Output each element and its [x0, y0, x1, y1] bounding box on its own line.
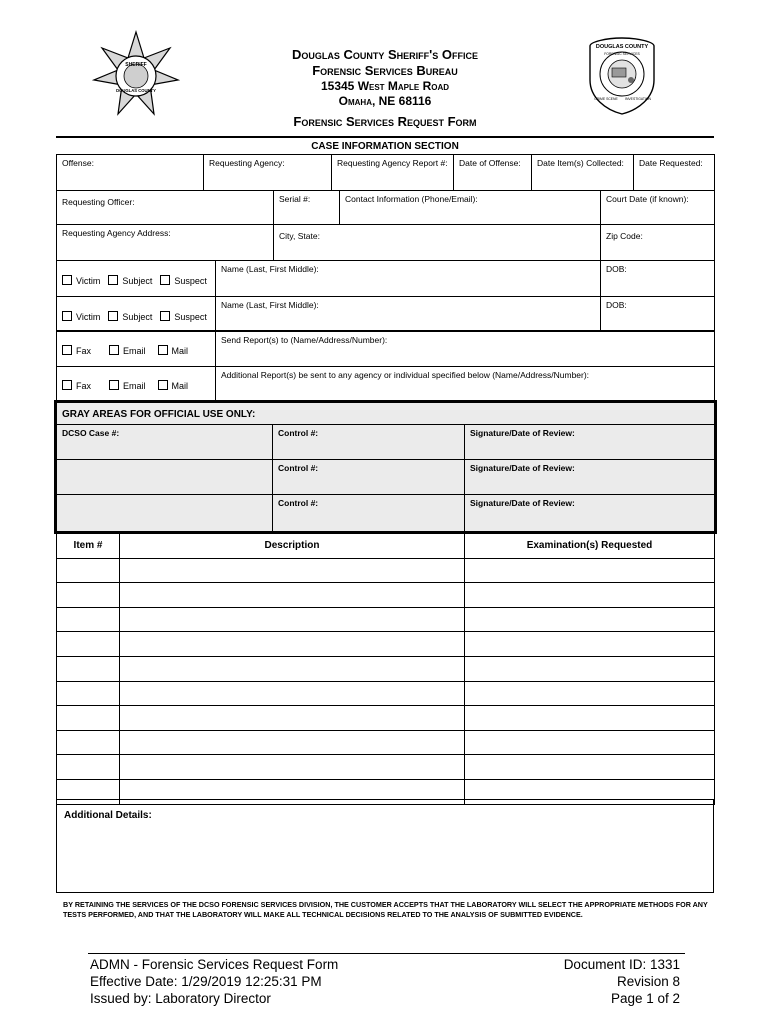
disclaimer-text: BY RETAINING THE SERVICES OF THE DCSO FORENSIC SERVICES DIVISION, THE CUSTOMER ACCEPTS THAT THE LABORATORY WILL SELECT THE APPROPRIATE METHODS FOR ANY TESTS PERFORMED, AND THAT THE LABORATORY WILL MAKE ALL TECHNICAL DECISIONS RELATED TO THE ANALYSIS OF SUBMITTED EVIDENCE. — [63, 900, 708, 919]
fax-option-1[interactable] — [62, 345, 91, 356]
evidence-header-row — [57, 534, 715, 559]
checkbox[interactable] — [62, 275, 72, 285]
person-dob-field-1[interactable] — [601, 261, 715, 297]
person-name-label: Name (Last, First Middle): — [221, 300, 319, 310]
checkbox[interactable] — [62, 311, 72, 321]
description-cell[interactable] — [120, 583, 465, 608]
suspect-label: Suspect — [174, 312, 207, 322]
footer-divider — [88, 953, 685, 954]
item-number-cell[interactable] — [57, 681, 120, 706]
victim-option-2[interactable] — [62, 311, 100, 322]
city-state-label: City, State: — [279, 231, 320, 241]
examination-cell[interactable] — [465, 706, 715, 731]
victim-label: Victim — [76, 276, 101, 286]
table-row — [57, 632, 715, 657]
official-use-title: GRAY AREAS FOR OFFICIAL USE ONLY: — [57, 403, 715, 425]
person-type-options-2 — [57, 297, 216, 331]
suspect-label: Suspect — [174, 276, 207, 286]
footer-right — [564, 956, 680, 1007]
person-dob-field-2[interactable] — [601, 297, 715, 331]
street-address: 15345 West Maple Road — [320, 79, 450, 93]
additional-details-label: Additional Details: — [64, 810, 152, 821]
signature-field-2[interactable] — [465, 460, 715, 495]
item-number-cell[interactable] — [57, 583, 120, 608]
dob-label: DOB: — [606, 264, 627, 274]
examination-cell[interactable] — [465, 730, 715, 755]
item-number-header: Item # — [57, 534, 120, 559]
signature-label: Signature/Date of Review: — [470, 498, 575, 508]
requesting-officer-label: Requesting Officer: — [62, 197, 135, 207]
official-use-section — [56, 402, 715, 532]
table-row — [57, 706, 715, 731]
dcso-case-blank-3[interactable] — [57, 495, 273, 532]
mail-option-1[interactable] — [158, 345, 189, 356]
checkbox[interactable] — [108, 311, 118, 321]
fax-label: Fax — [76, 346, 92, 356]
victim-option-1[interactable] — [62, 275, 100, 286]
badge-text-top: DOUGLAS COUNTY — [595, 44, 649, 50]
table-row — [57, 755, 715, 780]
footer-effective-date: Effective Date: 1/29/2019 12:25:31 PM — [90, 974, 322, 989]
person-block — [56, 260, 715, 331]
subject-option-1[interactable] — [108, 275, 152, 286]
date-of-offense-label: Date of Offense: — [459, 158, 521, 168]
control-label: Control #: — [278, 498, 319, 508]
dob-label: DOB: — [606, 300, 627, 310]
report-block — [56, 331, 715, 402]
form-title: Forensic Services Request Form — [293, 114, 477, 129]
subject-label: Subject — [122, 312, 153, 322]
examination-cell[interactable] — [465, 583, 715, 608]
fax-option-2[interactable] — [62, 380, 91, 391]
requesting-agency-label: Requesting Agency: — [209, 158, 285, 168]
report-method-options-2 — [57, 367, 216, 402]
offense-label: Offense: — [62, 158, 94, 168]
footer-form-name: ADMN - Forensic Services Request Form — [90, 957, 339, 972]
control-label: Control #: — [278, 428, 319, 438]
checkbox[interactable] — [62, 380, 72, 390]
table-row — [57, 607, 715, 632]
item-number-cell[interactable] — [57, 656, 120, 681]
case-row-1 — [56, 154, 715, 191]
checkbox[interactable] — [158, 380, 168, 390]
signature-label: Signature/Date of Review: — [470, 428, 575, 438]
bureau-name: Forensic Services Bureau — [312, 63, 458, 78]
zip-code-field[interactable] — [601, 225, 715, 261]
dcso-case-label: DCSO Case #: — [62, 428, 120, 438]
agency-report-field[interactable] — [332, 155, 454, 191]
agency-address-label: Requesting Agency Address: — [62, 228, 171, 238]
checkbox[interactable] — [160, 311, 170, 321]
agency-report-label: Requesting Agency Report #: — [337, 158, 448, 168]
person-name-field-1[interactable] — [216, 261, 601, 297]
footer-document-id: Document ID: 1331 — [563, 957, 680, 972]
checkbox[interactable] — [108, 275, 118, 285]
date-requested-label: Date Requested: — [639, 158, 703, 168]
court-date-field[interactable] — [601, 191, 715, 225]
subject-option-2[interactable] — [108, 311, 152, 322]
person-name-field-2[interactable] — [216, 297, 601, 331]
contact-info-label: Contact Information (Phone/Email): — [345, 194, 478, 204]
description-cell[interactable] — [120, 632, 465, 657]
item-number-cell[interactable] — [57, 558, 120, 583]
email-option-2[interactable] — [109, 380, 146, 391]
case-section-title: CASE INFORMATION SECTION — [311, 141, 459, 152]
email-option-1[interactable] — [109, 345, 146, 356]
person-name-label: Name (Last, First Middle): — [221, 264, 319, 274]
description-cell[interactable] — [120, 558, 465, 583]
examination-cell[interactable] — [465, 755, 715, 780]
city-address: Omaha, NE 68116 — [338, 94, 432, 108]
description-cell[interactable] — [120, 730, 465, 755]
org-name: Douglas County Sheriff's Office — [292, 47, 478, 62]
dcso-case-field[interactable] — [57, 425, 273, 460]
requesting-officer-field[interactable] — [57, 191, 274, 225]
examination-cell[interactable] — [465, 558, 715, 583]
email-label: Email — [123, 381, 146, 391]
mail-label: Mail — [171, 346, 189, 356]
signature-field-3[interactable] — [465, 495, 715, 532]
description-cell[interactable] — [120, 706, 465, 731]
report-method-options-1 — [57, 332, 216, 367]
description-cell[interactable] — [120, 681, 465, 706]
contact-info-field[interactable] — [340, 191, 601, 225]
additional-reports-label: Additional Report(s) be sent to any agency or individual specified below (Name/Address/Number): — [221, 370, 590, 380]
item-number-cell[interactable] — [57, 706, 120, 731]
date-of-offense-field[interactable] — [454, 155, 532, 191]
examination-cell[interactable] — [465, 656, 715, 681]
signature-label: Signature/Date of Review: — [470, 463, 575, 473]
suspect-option-1[interactable] — [160, 275, 207, 286]
badge-text-sub: FORENSIC SERVICES — [604, 52, 640, 56]
description-cell[interactable] — [120, 755, 465, 780]
description-cell[interactable] — [120, 607, 465, 632]
table-row — [57, 583, 715, 608]
checkbox[interactable] — [160, 275, 170, 285]
checkbox[interactable] — [109, 345, 119, 355]
email-label: Email — [123, 346, 146, 356]
footer-revision: Revision 8 — [616, 974, 680, 989]
item-number-cell[interactable] — [57, 607, 120, 632]
date-collected-field[interactable] — [532, 155, 634, 191]
table-row — [57, 558, 715, 583]
footer-page-number: Page 1 of 2 — [610, 991, 680, 1006]
person-type-options-1 — [57, 261, 216, 297]
seal-text-top: SHERIFF — [125, 62, 147, 68]
footer-left — [90, 956, 338, 1007]
serial-field[interactable] — [274, 191, 340, 225]
additional-reports-field[interactable] — [216, 367, 715, 402]
send-reports-field[interactable] — [216, 332, 715, 367]
examination-cell[interactable] — [465, 632, 715, 657]
city-state-field[interactable] — [274, 225, 601, 261]
item-number-cell[interactable] — [57, 755, 120, 780]
fax-label: Fax — [76, 381, 92, 391]
checkbox[interactable] — [158, 345, 168, 355]
dcso-case-blank-2[interactable] — [57, 460, 273, 495]
signature-field-1[interactable] — [465, 425, 715, 460]
badge-text-right: INVESTIGATION — [625, 97, 651, 101]
badge-text-left: CRIME SCENE — [594, 97, 618, 101]
description-cell[interactable] — [120, 656, 465, 681]
case-row-3 — [56, 224, 715, 261]
court-date-label: Court Date (if known): — [606, 194, 689, 204]
zip-code-label: Zip Code: — [606, 231, 643, 241]
mail-label: Mail — [171, 381, 189, 391]
item-number-cell[interactable] — [57, 730, 120, 755]
date-collected-label: Date Item(s) Collected: — [537, 158, 624, 168]
table-row — [57, 681, 715, 706]
control-field-1[interactable] — [273, 425, 465, 460]
seal-text-bottom: DOUGLAS COUNTY — [116, 88, 156, 93]
evidence-table — [56, 533, 715, 805]
control-label: Control #: — [278, 463, 319, 473]
description-header: Description — [120, 534, 465, 559]
examination-cell[interactable] — [465, 607, 715, 632]
send-reports-label: Send Report(s) to (Name/Address/Number): — [221, 335, 388, 345]
case-row-2 — [56, 190, 715, 225]
victim-label: Victim — [76, 312, 101, 322]
offense-field[interactable] — [57, 155, 204, 191]
checkbox[interactable] — [109, 380, 119, 390]
requesting-agency-field[interactable] — [204, 155, 332, 191]
item-number-cell[interactable] — [57, 632, 120, 657]
control-field-2[interactable] — [273, 460, 465, 495]
mail-option-2[interactable] — [158, 380, 189, 391]
examinations-header: Examination(s) Requested — [465, 534, 715, 559]
agency-address-field[interactable] — [57, 225, 274, 261]
serial-label: Serial #: — [279, 194, 311, 204]
examination-cell[interactable] — [465, 681, 715, 706]
checkbox[interactable] — [62, 345, 72, 355]
control-field-3[interactable] — [273, 495, 465, 532]
table-row — [57, 656, 715, 681]
footer-issued-by: Issued by: Laboratory Director — [90, 991, 271, 1006]
date-requested-field[interactable] — [634, 155, 715, 191]
suspect-option-2[interactable] — [160, 311, 207, 322]
additional-details-box[interactable] — [56, 799, 714, 893]
subject-label: Subject — [122, 276, 153, 286]
header-divider — [56, 136, 714, 138]
table-row — [57, 730, 715, 755]
